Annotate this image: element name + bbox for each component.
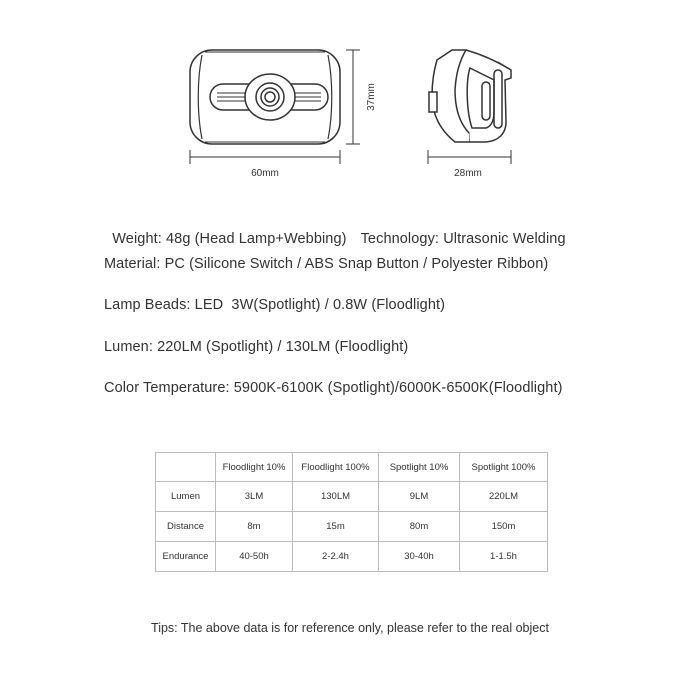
depth-label: 28mm: [454, 168, 482, 179]
table-cell: 15m: [293, 512, 379, 542]
spec-lumen: Lumen: 220LM (Spotlight) / 130LM (Floodlight): [104, 339, 409, 355]
table-cell: 30-40h: [379, 542, 460, 572]
headlamp-front-view: [190, 50, 340, 144]
width-dimension-line: [190, 150, 340, 164]
spec-lamp-beads: Lamp Beads: LED 3W(Spotlight) / 0.8W (Floodlight): [104, 297, 446, 313]
table-cell: 2-2.4h: [293, 542, 379, 572]
table-row: [156, 542, 548, 572]
row-header: Endurance: [156, 542, 216, 572]
table-cell: 80m: [379, 512, 460, 542]
column-header: Floodlight 10%: [216, 453, 293, 482]
column-header: Spotlight 10%: [379, 453, 460, 482]
spec-material: Material: PC (Silicone Switch / ABS Snap Button / Polyester Ribbon): [104, 256, 549, 272]
product-dimension-diagram: [0, 0, 700, 200]
table-cell: 130LM: [293, 482, 379, 512]
table-cell: 1-1.5h: [460, 542, 548, 572]
row-header: Lumen: [156, 482, 216, 512]
table-cell: 220LM: [460, 482, 548, 512]
performance-table: [155, 452, 548, 572]
table-corner-cell: [156, 453, 216, 482]
spec-weight-technology-line: [104, 215, 566, 247]
spec-weight: Weight: 48g (Head Lamp+Webbing): [112, 231, 347, 247]
spec-technology: Technology: Ultrasonic Welding: [360, 231, 566, 247]
table-row: [156, 482, 548, 512]
table-cell: 9LM: [379, 482, 460, 512]
spec-color-temperature: Color Temperature: 5900K-6100K (Spotlight)/6000K-6500K(Floodlight): [104, 380, 563, 396]
width-label: 60mm: [251, 168, 279, 179]
table-row: [156, 512, 548, 542]
column-header: Floodlight 100%: [293, 453, 379, 482]
tips-note: Tips: The above data is for reference only, please refer to the real object: [151, 621, 549, 635]
height-label: 37mm: [366, 83, 377, 111]
row-header: Distance: [156, 512, 216, 542]
headlamp-side-view: [429, 50, 511, 142]
table-cell: 8m: [216, 512, 293, 542]
table-cell: 3LM: [216, 482, 293, 512]
column-header: Spotlight 100%: [460, 453, 548, 482]
height-dimension-line: [346, 50, 360, 144]
table-cell: 40-50h: [216, 542, 293, 572]
table-cell: 150m: [460, 512, 548, 542]
depth-dimension-line: [428, 150, 511, 164]
table-header-row: [156, 453, 548, 482]
